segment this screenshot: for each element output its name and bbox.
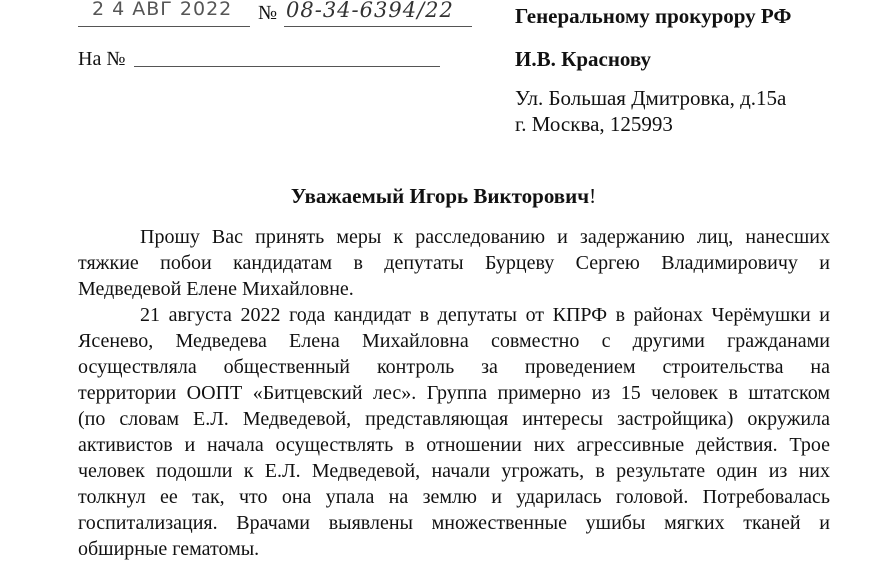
addressee-city: г. Москва, 125993 [515, 112, 673, 136]
body-line: человек подошли к Е.Л. Медведевой, начали угрожать, в результате один из них [78, 460, 830, 482]
body-line: Медведевой Елене Михайловне. [78, 278, 354, 300]
number-underline [284, 26, 472, 27]
reference-label: На № [78, 48, 126, 70]
body-line: толкнул ее так, что она упала на землю и ударилась головой. Потребовалась [78, 486, 830, 508]
addressee-title: Генеральному прокурору РФ [515, 4, 792, 28]
body-line: госпитализация. Врачами выявлены множественные ушибы мягких тканей и [78, 512, 830, 534]
body-line: обширные гематомы. [78, 538, 260, 560]
salutation-mark: ! [589, 184, 597, 208]
addressee-name: И.В. Краснову [515, 47, 652, 71]
body-line: (по словам Е.Л. Медведевой, представляющая интересы застройщика) окружила [78, 408, 830, 430]
registration-number: 08-34-6394/22 [286, 0, 454, 22]
registration-date-stamp: 2 4 АВГ 2022 [92, 0, 233, 20]
number-label: № [258, 2, 278, 24]
letter-body [78, 224, 830, 562]
body-line: Ясенево, Медведева Елена Михайловна совместно с другими гражданами [78, 330, 830, 352]
body-line: осуществляла общественный контроль за проведением строительства на [78, 356, 830, 378]
body-line: активистов и начала осуществлять в отношении них агрессивные действия. Трое [78, 434, 830, 456]
registration-field [78, 0, 498, 28]
reference-underline [134, 66, 440, 67]
date-underline [78, 26, 250, 27]
body-line: тяжкие побои кандидатам в депутаты Бурцеву Сергею Владимировичу и [78, 252, 830, 274]
addressee-street: Ул. Большая Дмитровка, д.15а [515, 86, 787, 110]
body-line: Прошу Вас принять меры к расследованию и задержанию лиц, нанесших [140, 226, 830, 248]
salutation [0, 184, 887, 209]
salutation-text: Уважаемый Игорь Викторович [290, 184, 590, 208]
reference-field [78, 48, 498, 72]
body-line: территории ООПТ «Битцевский лес». Группа примерно из 15 человек в штатском [78, 382, 830, 404]
body-line: 21 августа 2022 года кандидат в депутаты от КПРФ в районах Черёмушки и [140, 304, 830, 326]
